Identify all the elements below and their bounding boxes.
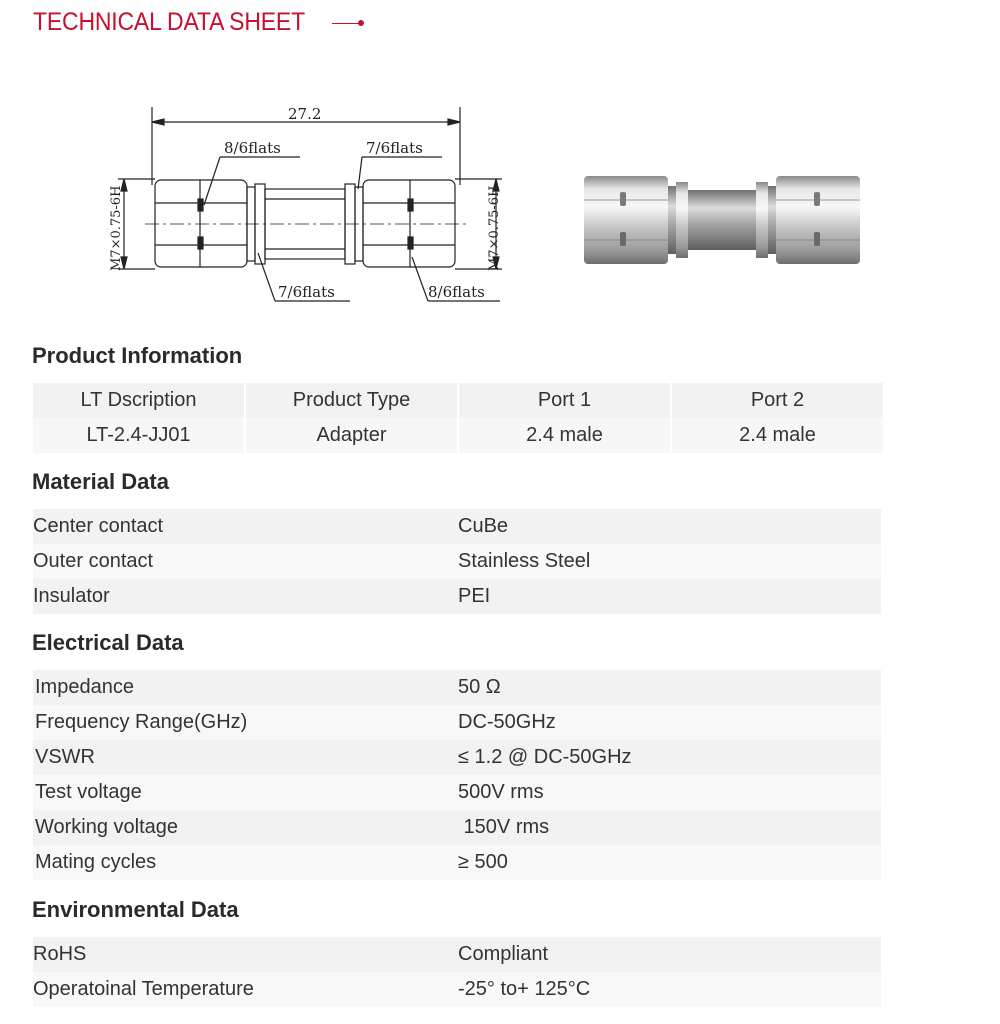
product-photo: [582, 170, 862, 270]
material-data-table: [33, 509, 881, 614]
table-row: [33, 705, 881, 740]
electrical-label: Frequency Range(GHz): [35, 711, 248, 733]
material-data-heading: Material Data: [32, 469, 169, 494]
material-label: Insulator: [33, 585, 110, 607]
electrical-value: 50 Ω: [458, 676, 501, 698]
dimension-flats-bottom-right: 8/6flats: [428, 283, 485, 301]
material-value: PEI: [458, 585, 491, 607]
table-row: [33, 775, 881, 810]
header-port-1: Port 1: [459, 383, 670, 418]
value-port-1: 2.4 male: [459, 418, 670, 453]
table-row: [33, 670, 881, 705]
electrical-data-table: [33, 670, 881, 880]
electrical-value: DC-50GHz: [458, 711, 556, 733]
title-accent-dot: [358, 20, 364, 26]
value-product-type: Adapter: [246, 418, 457, 453]
table-row: [33, 418, 883, 453]
header-product-type: Product Type: [246, 383, 457, 418]
electrical-value: 150V rms: [458, 816, 550, 838]
electrical-value: ≥ 500: [458, 851, 508, 873]
title-accent-line: [332, 23, 360, 24]
dimension-flats-bottom-left: 7/6flats: [278, 283, 335, 301]
table-header-row: [33, 383, 883, 418]
environmental-label: Operatoinal Temperature: [33, 978, 254, 1000]
dimension-length: 27.2: [288, 105, 322, 123]
electrical-label: Impedance: [35, 676, 134, 698]
table-row: [33, 845, 881, 880]
thread-label-right: M7×0.75-6H: [487, 185, 502, 271]
environmental-label: RoHS: [33, 943, 87, 965]
electrical-label: Working voltage: [35, 816, 179, 838]
table-row: [33, 972, 881, 1007]
material-label: Center contact: [33, 515, 164, 537]
technical-drawing: [100, 95, 520, 315]
thread-label-left: M7×0.75-6H: [109, 185, 124, 271]
electrical-label: VSWR: [35, 746, 95, 768]
table-row: [33, 509, 881, 544]
environmental-data-heading: Environmental Data: [32, 897, 239, 922]
header-port-2: Port 2: [672, 383, 883, 418]
table-row: [33, 810, 881, 845]
product-information-heading: Product Information: [32, 343, 243, 368]
electrical-label: Test voltage: [35, 781, 142, 803]
dimension-flats-top-right: 7/6flats: [366, 139, 423, 157]
environmental-value: Compliant: [458, 943, 549, 965]
material-label: Outer contact: [33, 550, 154, 572]
dimension-flats-top-left: 8/6flats: [224, 139, 281, 157]
table-row: [33, 740, 881, 775]
header-lt-description: LT Dscription: [33, 383, 244, 418]
electrical-value: 500V rms: [458, 781, 544, 803]
value-port-2: 2.4 male: [672, 418, 883, 453]
page-title: TECHNICAL DATA SHEET: [33, 8, 305, 36]
material-value: CuBe: [458, 515, 509, 537]
electrical-label: Mating cycles: [35, 851, 157, 873]
table-row: [33, 544, 881, 579]
table-row: [33, 937, 881, 972]
value-lt-description: LT-2.4-JJ01: [33, 418, 244, 453]
electrical-value: ≤ 1.2 @ DC-50GHz: [458, 746, 632, 768]
electrical-data-heading: Electrical Data: [32, 630, 184, 655]
material-value: Stainless Steel: [458, 550, 591, 572]
table-row: [33, 579, 881, 614]
environmental-data-table: [33, 937, 881, 1007]
product-information-table: [33, 383, 883, 453]
environmental-value: -25° to+ 125°C: [458, 978, 591, 1000]
